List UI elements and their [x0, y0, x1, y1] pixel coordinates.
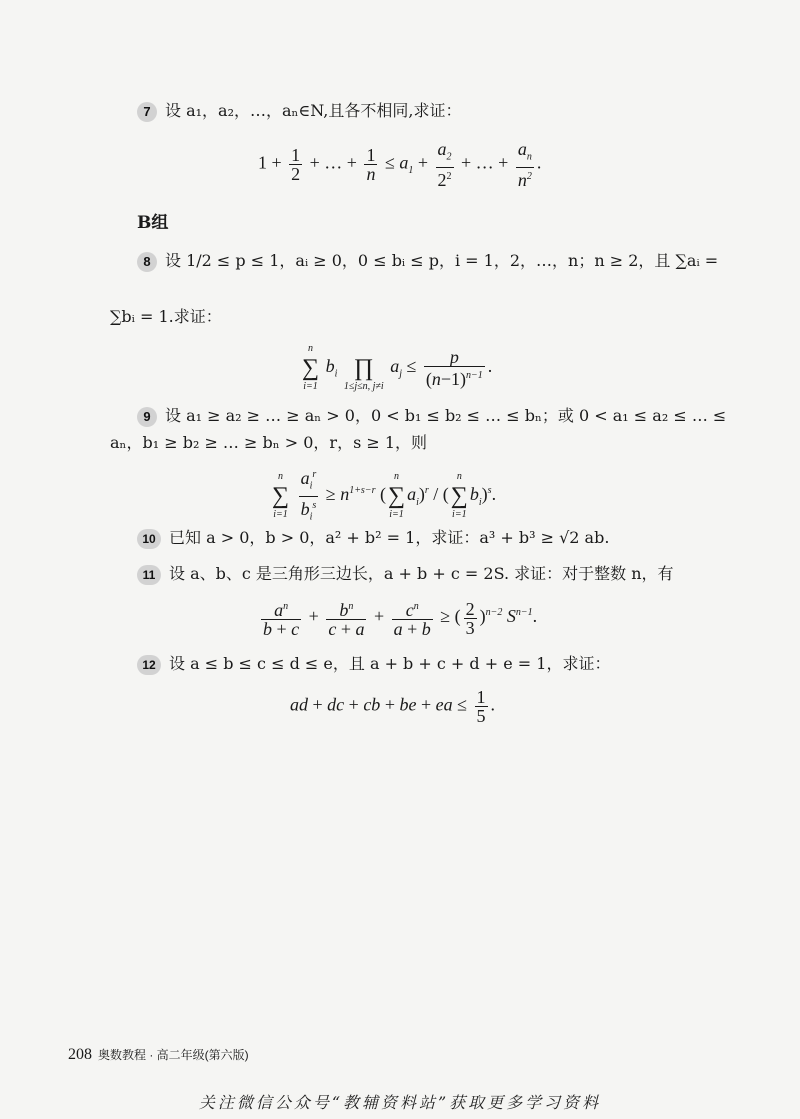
problem-9-formula: n ∑ i=1 $\frac{a_i^r}{b_i^s}$ ≥ $n^{1+s-r}$ ( n ∑ i=1 $a_i)^r$ / ( n ∑ i=1 $b_i)^s$. — [270, 466, 496, 526]
problem-10-text: 已知 a > 0，b > 0，a² + b² = 1，求证：a³ + b³ ≥ √2 ab. — [169, 528, 610, 547]
problem-9-line-2: aₙ，b₁ ≥ b₂ ≥ … ≥ bₙ > 0，r，s ≥ 1，则 — [110, 433, 428, 452]
problem-number: 10 — [137, 529, 161, 549]
problem-8-line-2: ∑bᵢ = 1.求证： — [110, 307, 222, 326]
problem-12-formula: ad + dc + cb + be + ea ≤ $\frac{1}{5}$ . — [290, 687, 496, 726]
page-footer — [68, 1046, 249, 1064]
problem-number: 11 — [137, 565, 161, 585]
problem-number: 7 — [137, 102, 157, 122]
problem-number: 8 — [137, 252, 157, 272]
page-number: 208 — [68, 1046, 92, 1063]
problem-12-text: 设 a ≤ b ≤ c ≤ d ≤ e，且 a + b + c + d + e = 1，求证： — [169, 654, 611, 673]
book-title: 奥数教程 · 高二年级(第六版) — [98, 1048, 249, 1062]
problem-12 — [137, 653, 610, 675]
problem-8-formula: n ∑ i=1 $b_i$ ∏ 1≤j≤n, j≠i $a_j$ ≤ $\frac{p}{(n-1)^{n-1}}$ . — [302, 343, 493, 392]
problem-9-text-1: 设 a₁ ≥ a₂ ≥ … ≥ aₙ > 0，0 < b₁ ≤ b₂ ≤ … ≤ bₙ；或 0 < a₁ ≤ a₂ ≤ … ≤ — [165, 406, 727, 425]
problem-11-formula: $\frac{a^n}{b + c}$ + $\frac{b^n}{c + a}$ + $\frac{c^n}{a + b}$ ≥ ( $\frac{2}{3}$ )$^{n-2}$ $S^{n-1}$. — [263, 598, 538, 639]
problem-number: 12 — [137, 655, 161, 675]
watermark-text: 关注微信公众号“教辅资料站”获取更多学习资料 — [198, 1093, 602, 1112]
problem-7-formula: 1 + $\frac{1}{2}$ + … + $\frac{1}{n}$ ≤ $a_1$ + $\frac{a_2}{2^2}$ + … + $\frac{a_n}{n^2}$ . — [258, 139, 542, 190]
problem-9 — [137, 405, 726, 427]
problem-8 — [137, 250, 718, 272]
problem-8-text-1: 设 1/2 ≤ p ≤ 1，aᵢ ≥ 0，0 ≤ bᵢ ≤ p，i = 1，2，…，n；n ≥ 2，且 ∑aᵢ = — [165, 251, 719, 270]
problem-10 — [137, 527, 609, 549]
problem-11-text: 设 a、b、c 是三角形三边长，a + b + c = 2S. 求证：对于整数 n，有 — [169, 564, 674, 583]
group-b-heading: B组 — [137, 213, 169, 233]
problem-7 — [137, 100, 461, 122]
problem-number: 9 — [137, 407, 157, 427]
problem-11 — [137, 563, 674, 585]
problem-7-text: 设 a₁，a₂，…，aₙ∈N,且各不相同,求证： — [165, 101, 462, 120]
